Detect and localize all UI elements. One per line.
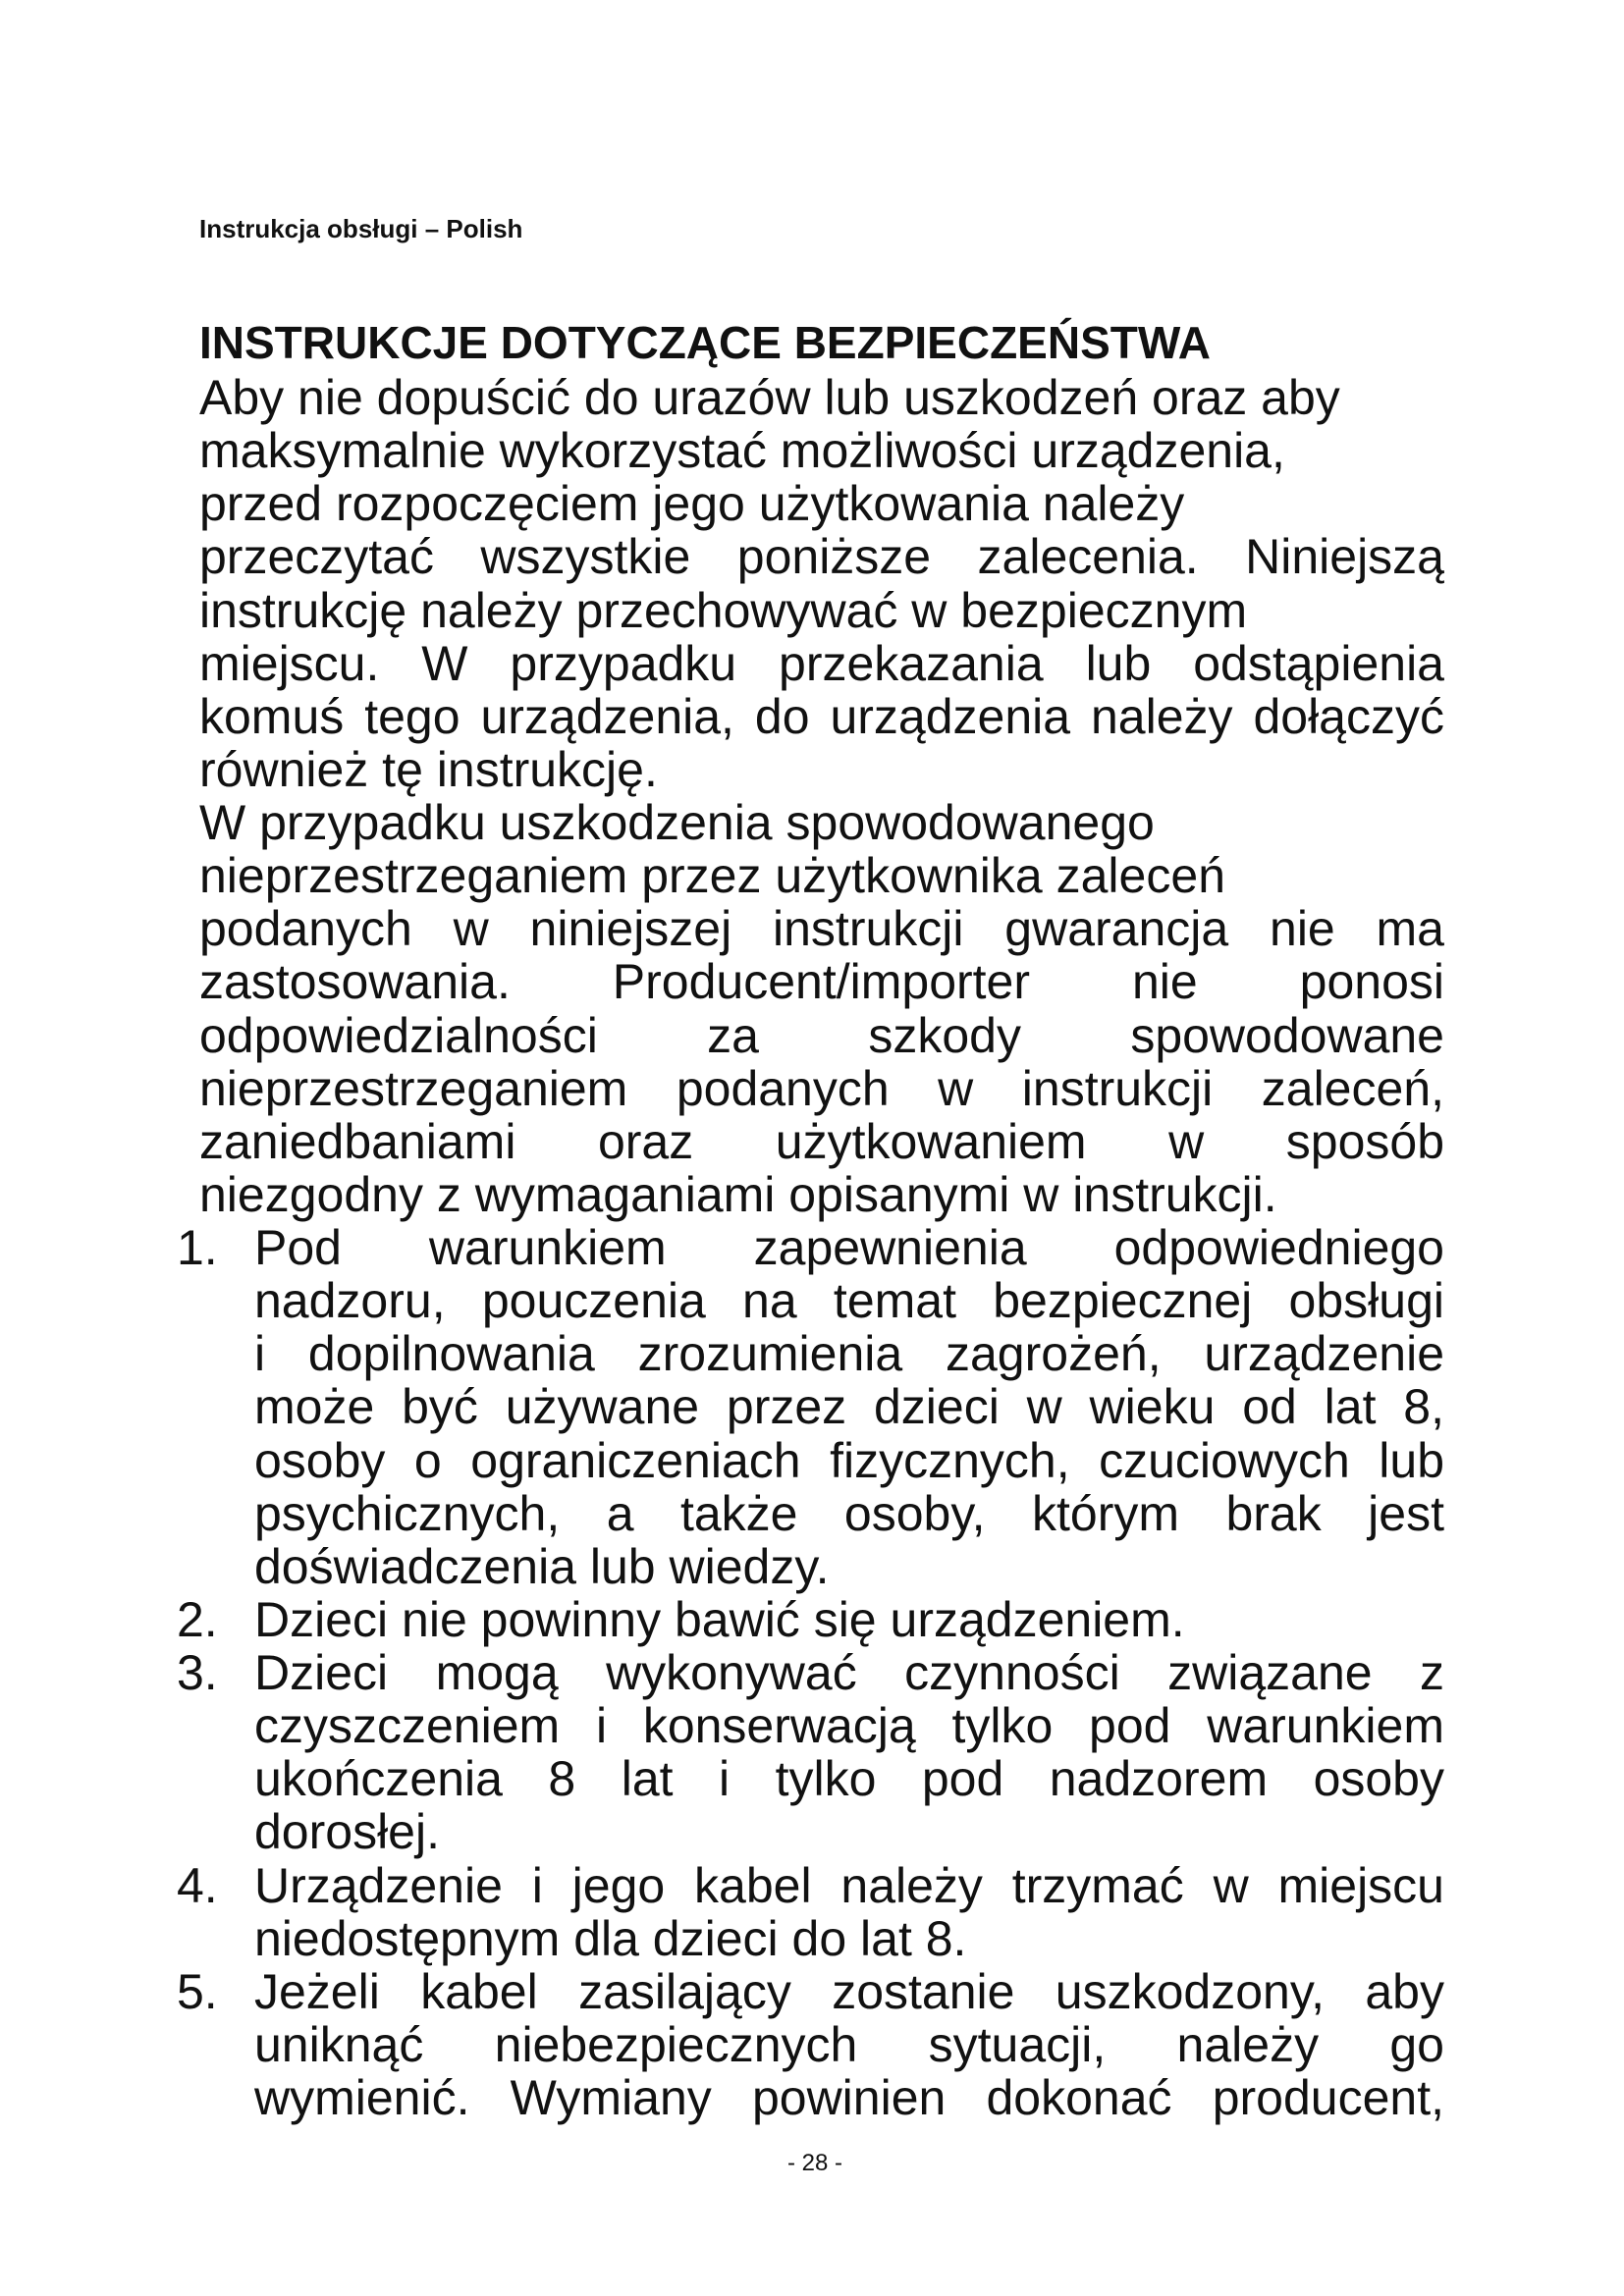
- list-item: [177, 1857, 1444, 1966]
- text-line: również tę instrukcję.: [199, 741, 658, 797]
- text-line: Pod warunkiem zapewnienia odpowiedniego: [254, 1220, 1444, 1275]
- text-line: nadzoru, pouczenia na temat bezpiecznej obsługi: [254, 1273, 1444, 1329]
- text-line: przeczytać wszystkie poniższe zalecenia. Niniejszą: [199, 529, 1444, 585]
- text-line: Urządzenie i jego kabel należy trzymać w miejscu: [254, 1857, 1444, 1913]
- text-line: Dzieci mogą wykonywać czynności związane z: [254, 1645, 1444, 1700]
- text-line: doświadczenia lub wiedzy.: [254, 1538, 830, 1594]
- text-line: czyszczeniem i konserwacją tylko pod warunkiem: [254, 1698, 1444, 1754]
- text-line: podanych w niniejszej instrukcji gwarancja nie ma: [199, 901, 1444, 957]
- warranty-paragraph: [199, 796, 1444, 1221]
- text-line: uniknąć niebezpiecznych sytuacji, należy go: [254, 2016, 1444, 2072]
- safety-list: [177, 1220, 1444, 2125]
- intro-paragraph: [199, 371, 1444, 796]
- list-item-number: 5.: [177, 1963, 218, 2019]
- text-line: dorosłej.: [254, 1804, 440, 1860]
- running-header: Instrukcja obsługi – Polish: [199, 214, 523, 243]
- list-item: [177, 1645, 1444, 1860]
- text-line: Aby nie dopuścić do urazów lub uszkodzeń oraz aby: [199, 370, 1340, 425]
- text-line: ukończenia 8 lat i tylko pod nadzorem osoby: [254, 1751, 1444, 1807]
- text-line: maksymalnie wykorzystać możliwości urządzenia,: [199, 423, 1285, 479]
- text-line: instrukcję należy przechowywać w bezpiecznym: [199, 582, 1248, 638]
- text-line: komuś tego urządzenia, do urządzenia należy dołączyć: [199, 688, 1444, 744]
- text-line: nieprzestrzeganiem przez użytkownika zaleceń: [199, 848, 1225, 904]
- text-line: W przypadku uszkodzenia spowodowanego: [199, 795, 1155, 850]
- section-title: INSTRUKCJE DOTYCZĄCE BEZPIECZEŃSTWA: [199, 317, 1211, 368]
- text-line: i dopilnowania zrozumienia zagrożeń, urządzenie: [254, 1326, 1444, 1382]
- list-item: [177, 1963, 1444, 2125]
- text-line: miejscu. W przypadku przekazania lub odstąpienia: [199, 635, 1444, 691]
- page-number: - 28 -: [786, 2150, 842, 2176]
- text-line: zastosowania. Producent/importer nie ponosi: [199, 954, 1444, 1010]
- text-line: osoby o ograniczeniach fizycznych, czuciowych lub: [254, 1432, 1444, 1488]
- page-content: [177, 314, 1444, 2125]
- text-line: przed rozpoczęciem jego użytkowania należy: [199, 476, 1185, 532]
- text-line: odpowiedzialności za szkody spowodowane: [199, 1007, 1444, 1063]
- list-item-number: 4.: [177, 1857, 218, 1913]
- text-line: niedostępnym dla dzieci do lat 8.: [254, 1910, 967, 1966]
- text-line: Dzieci nie powinny bawić się urządzeniem.: [254, 1591, 1185, 1647]
- list-item-number: 1.: [177, 1220, 218, 1275]
- text-line: Jeżeli kabel zasilający zostanie uszkodzony, aby: [254, 1963, 1444, 2019]
- list-item: [177, 1220, 1444, 1594]
- text-line: nieprzestrzeganiem podanych w instrukcji zaleceń,: [199, 1060, 1444, 1116]
- list-item-number: 3.: [177, 1645, 218, 1700]
- text-line: może być używane przez dzieci w wieku od lat 8,: [254, 1379, 1444, 1435]
- text-line: zaniedbaniami oraz użytkowaniem w sposób: [199, 1113, 1444, 1169]
- list-item-number: 2.: [177, 1591, 218, 1647]
- text-line: wymienić. Wymiany powinien dokonać producent,: [254, 2070, 1444, 2125]
- text-line: niezgodny z wymaganiami opisanymi w instrukcji.: [199, 1166, 1277, 1222]
- text-line: psychicznych, a także osoby, którym brak jest: [254, 1485, 1444, 1541]
- list-item: [177, 1591, 1444, 1647]
